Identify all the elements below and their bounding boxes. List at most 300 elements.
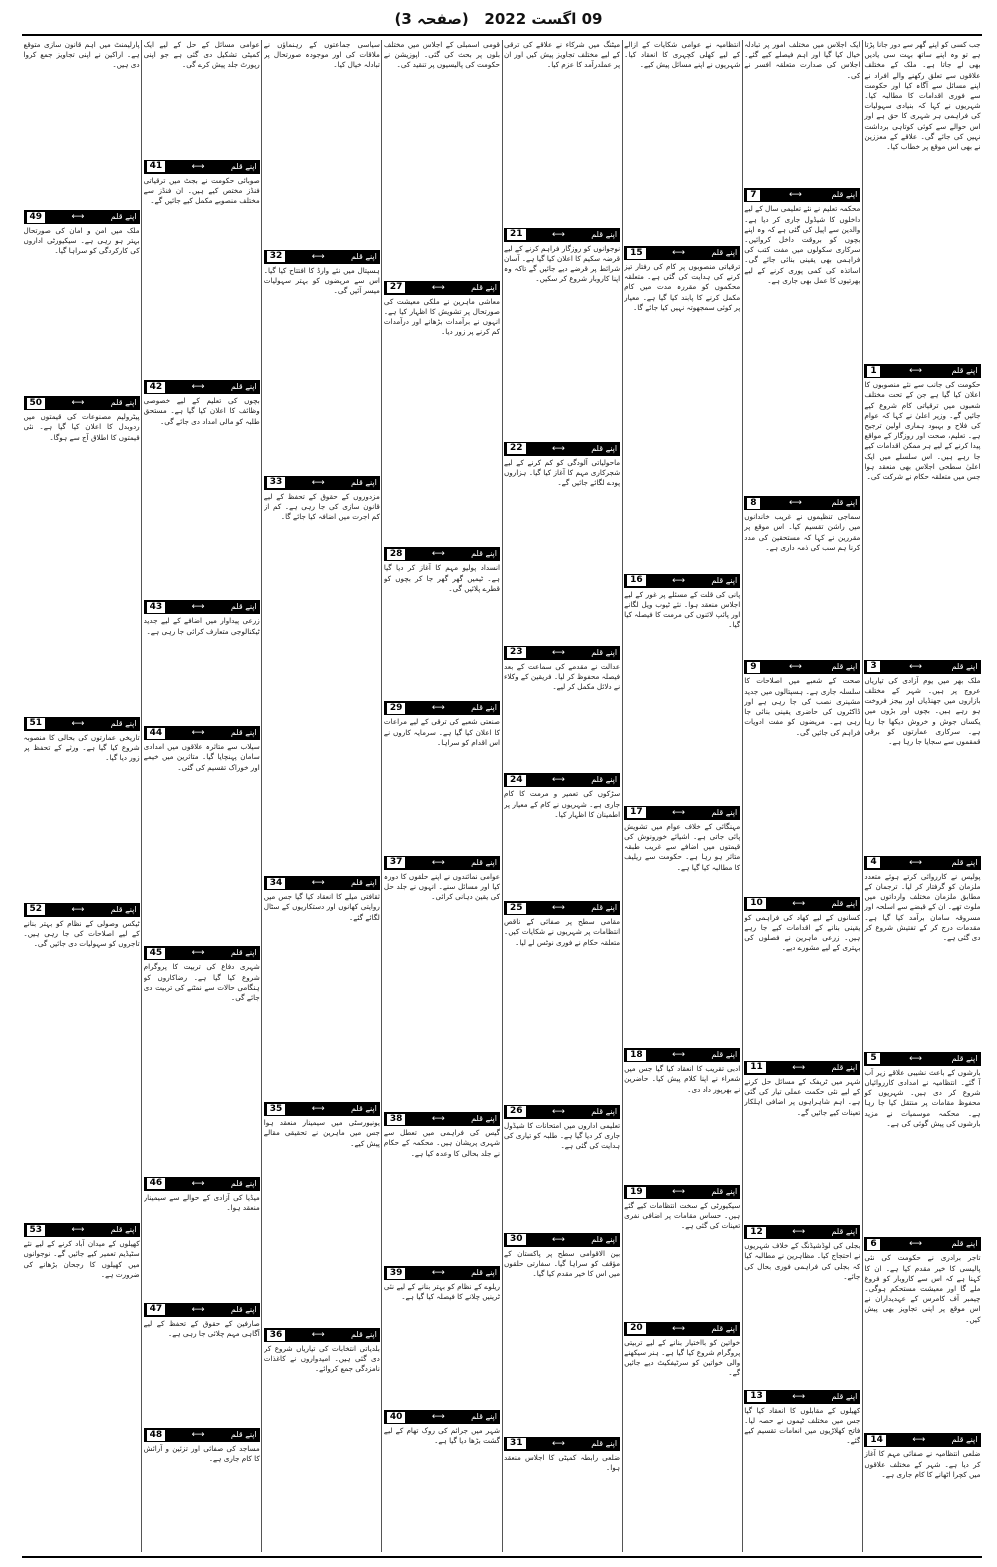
news-item — [504, 899, 620, 1100]
item-header — [144, 600, 260, 614]
double-arrow-icon: ⟷ — [551, 443, 565, 454]
news-item — [504, 40, 620, 223]
item-header-tag: اپنے قلم — [471, 1412, 497, 1422]
item-text: عوامی نمائندوں نے اپنے حلقوں کا دورہ کیا اور مسائل سنے۔ انہوں نے جلد حل کی یقین دہانی کرائی۔ — [383, 871, 500, 901]
double-arrow-icon: ⟷ — [792, 1062, 806, 1073]
double-arrow-icon: ⟷ — [789, 190, 802, 201]
item-header-tag: اپنے قلم — [350, 1104, 377, 1114]
columns-container — [22, 40, 982, 1552]
double-arrow-icon: ⟷ — [431, 549, 445, 560]
item-header-tag: اپنے قلم — [471, 1114, 497, 1124]
item-header-tag: اپنے قلم — [831, 662, 858, 672]
column — [624, 40, 740, 1552]
item-number: 15 — [627, 248, 646, 259]
item-text: خواتین کو بااختیار بنانے کے لیے تربیتی پروگرام شروع کیا گیا ہے۔ ہنر سیکھنے والی خواتین کو سرٹیفکیٹ دیے جائیں گے۔ — [624, 1337, 741, 1378]
news-item — [744, 895, 860, 1056]
item-header — [144, 946, 260, 960]
item-header — [864, 1237, 980, 1251]
item-header — [744, 660, 860, 674]
news-item — [624, 40, 740, 241]
item-header — [504, 1437, 620, 1451]
double-arrow-icon: ⟷ — [789, 498, 802, 509]
item-header-tag: اپنے قلم — [951, 661, 978, 671]
news-item — [864, 1431, 980, 1549]
item-header-tag: اپنے قلم — [831, 898, 858, 908]
item-header-tag: اپنے قلم — [831, 1227, 858, 1237]
news-item — [384, 1408, 500, 1549]
masthead-page-number: (صفحہ 3) — [394, 10, 469, 28]
double-arrow-icon: ⟷ — [672, 807, 685, 818]
item-text: کسانوں کے لیے کھاد کی فراہمی کو یقینی بنانے کے اقدامات کیے جا رہے ہیں۔ زرعی ماہرین نے فصلوں کی بہتری کے لیے مشورے دیے۔ — [744, 912, 861, 953]
item-header — [24, 210, 140, 224]
double-arrow-icon: ⟷ — [311, 878, 325, 889]
double-arrow-icon: ⟷ — [191, 1430, 205, 1441]
item-number: 40 — [387, 1412, 406, 1423]
item-header-tag: اپنے قلم — [951, 1053, 978, 1063]
double-arrow-icon: ⟷ — [789, 662, 802, 673]
item-header — [264, 1328, 380, 1342]
item-header — [864, 856, 980, 870]
news-item — [264, 248, 380, 471]
item-header-tag: اپنے قلم — [350, 251, 377, 261]
item-header-tag: اپنے قلم — [711, 807, 738, 817]
column — [504, 40, 620, 1552]
item-text: مہنگائی کے خلاف عوام میں تشویش پائی جاتی ہے۔ اشیائے خورونوش کی قیمتوں میں اضافے سے غریب طبقہ متاثر ہو رہا ہے۔ حکومت سے ریلیف کا مطالبہ کیا گیا ہے۔ — [624, 821, 741, 872]
news-item — [264, 40, 380, 245]
item-header — [264, 1102, 380, 1116]
item-header-tag: اپنے قلم — [230, 1178, 257, 1188]
double-arrow-icon: ⟷ — [672, 1323, 685, 1334]
item-text: مساجد کی صفائی اور تزئین و آرائش کا کام جاری ہے۔ — [143, 1444, 260, 1464]
item-header — [384, 281, 500, 295]
item-header — [624, 1185, 740, 1199]
item-header-tag: اپنے قلم — [951, 366, 978, 376]
news-item — [864, 854, 980, 1047]
item-number: 5 — [867, 1053, 879, 1064]
news-item — [744, 494, 860, 655]
double-arrow-icon: ⟷ — [431, 282, 445, 293]
masthead — [0, 6, 997, 32]
double-arrow-icon: ⟷ — [551, 903, 565, 914]
item-header-tag: اپنے قلم — [350, 878, 377, 888]
item-header — [504, 1105, 620, 1119]
item-number: 48 — [147, 1430, 166, 1441]
item-text: تعلیمی اداروں میں امتحانات کا شیڈول جاری کر دیا گیا ہے۔ طلبہ کو تیاری کی ہدایت کی گئی ہے۔ — [504, 1120, 621, 1151]
item-text: ایک اجلاس میں مختلف امور پر تبادلہ خیال کیا گیا اور اہم فیصلے کیے گئے۔ اجلاس کی صدارت متعلقہ افسر نے کی۔ — [744, 40, 861, 80]
item-number: 18 — [627, 1050, 646, 1061]
item-text: معاشی ماہرین نے ملکی معیشت کی صورتحال پر تشویش کا اظہار کیا ہے۔ انہوں نے برآمدات بڑھانے اور درآمدات کم کرنے پر زور دیا۔ — [383, 296, 500, 337]
item-text: ادبی تقریب کا انعقاد کیا گیا جس میں شعراء نے اپنا کلام پیش کیا۔ حاضرین نے بھرپور داد دی۔ — [624, 1064, 741, 1094]
news-item — [24, 208, 140, 391]
item-header — [24, 903, 140, 917]
double-arrow-icon: ⟷ — [71, 398, 85, 409]
item-header-tag: اپنے قلم — [951, 1435, 978, 1445]
double-arrow-icon: ⟷ — [191, 602, 205, 613]
item-text: کھیلوں کے مقابلوں کا انعقاد کیا گیا جس میں مختلف ٹیموں نے حصہ لیا۔ فاتح کھلاڑیوں میں انعامات تقسیم کیے گئے۔ — [744, 1405, 861, 1446]
item-header — [864, 1433, 980, 1447]
item-text: سڑکوں کی تعمیر و مرمت کا کام جاری ہے۔ شہریوں نے کام کے معیار پر اطمینان کا اظہار کیا۔ — [504, 789, 621, 819]
item-number: 30 — [507, 1234, 526, 1245]
item-header-tag: اپنے قلم — [350, 477, 377, 487]
item-text: بلدیاتی انتخابات کی تیاریاں شروع کر دی گئی ہیں۔ امیدواروں نے کاغذات نامزدگی جمع کروائے۔ — [263, 1344, 380, 1374]
double-arrow-icon: ⟷ — [909, 366, 923, 377]
item-header — [384, 1112, 500, 1126]
item-header — [264, 476, 380, 490]
column-separator — [622, 40, 623, 1552]
item-number: 6 — [867, 1239, 879, 1250]
item-number: 34 — [267, 878, 286, 889]
item-number: 49 — [27, 212, 46, 223]
item-header — [144, 1303, 260, 1317]
double-arrow-icon: ⟷ — [551, 775, 565, 786]
item-number: 25 — [507, 903, 526, 914]
item-header — [504, 1233, 620, 1247]
news-item — [144, 158, 260, 375]
column — [144, 40, 260, 1552]
item-number: 45 — [147, 948, 166, 959]
item-header — [744, 1225, 860, 1239]
item-text: بین الاقوامی سطح پر پاکستان کے مؤقف کو سراہا گیا۔ سفارتی حلقوں میں اس کا خیر مقدم کیا گیا۔ — [504, 1248, 621, 1279]
item-text: پانی کی قلت کے مسئلے پر غور کے لیے اجلاس منعقد ہوا۔ نئے ٹیوب ویل لگانے اور پائپ لائنوں کی مرمت کا فیصلہ کیا گیا۔ — [624, 589, 741, 630]
item-header — [144, 726, 260, 740]
news-item — [144, 598, 260, 721]
item-number: 14 — [867, 1435, 886, 1446]
item-header — [504, 773, 620, 787]
news-item — [264, 1326, 380, 1549]
item-number: 13 — [747, 1391, 766, 1402]
double-arrow-icon: ⟷ — [792, 898, 806, 909]
item-text: تاریخی عمارتوں کی بحالی کا منصوبہ شروع کیا گیا ہے۔ ورثے کے تحفظ پر زور دیا گیا۔ — [23, 732, 140, 763]
item-header-tag: اپنے قلم — [591, 443, 618, 453]
masthead-date: 09 اگست 2022 — [484, 10, 603, 28]
item-header-tag: اپنے قلم — [230, 1430, 257, 1440]
double-arrow-icon: ⟷ — [431, 1114, 445, 1125]
double-arrow-icon: ⟷ — [71, 904, 85, 915]
item-header — [144, 1428, 260, 1442]
item-number: 17 — [627, 807, 646, 818]
item-text: ملک میں امن و امان کی صورتحال بہتر ہو رہی ہے۔ سیکیورٹی اداروں کی کارکردگی کو سراہا گیا۔ — [23, 226, 140, 256]
item-header-tag: اپنے قلم — [711, 1050, 738, 1060]
item-header-tag: اپنے قلم — [831, 190, 858, 200]
news-item — [24, 394, 140, 712]
news-item — [144, 378, 260, 595]
item-header — [624, 1322, 740, 1336]
double-arrow-icon: ⟷ — [311, 477, 325, 488]
item-text: سماجی تنظیموں نے غریب خاندانوں میں راشن تقسیم کیا۔ اس موقع پر مقررین نے کہا کہ مستحقین کی مدد کرنا ہم سب کی ذمہ داری ہے۔ — [744, 512, 861, 552]
item-header-tag: اپنے قلم — [831, 498, 858, 508]
item-header — [624, 806, 740, 820]
news-item — [624, 244, 740, 569]
news-item — [384, 854, 500, 1108]
news-item — [744, 1059, 860, 1220]
item-header-tag: اپنے قلم — [230, 728, 257, 738]
news-item — [744, 1223, 860, 1384]
item-text: ماحولیاتی آلودگی کو کم کرنے کے لیے شجرکاری مہم کا آغاز کیا گیا۔ ہزاروں پودے لگائے جائیں گے۔ — [504, 457, 621, 488]
item-number: 8 — [747, 498, 759, 509]
news-item — [744, 1388, 860, 1549]
item-header-tag: اپنے قلم — [110, 718, 137, 728]
news-item — [144, 1301, 260, 1424]
item-number: 29 — [387, 703, 406, 714]
item-number: 50 — [27, 398, 46, 409]
news-item — [744, 658, 860, 891]
item-header — [384, 547, 500, 561]
item-header — [744, 1390, 860, 1404]
item-text: سیلاب سے متاثرہ علاقوں میں امدادی سامان پہنچایا گیا۔ متاثرین میں خیمے اور خوراک تقسیم کی گئی۔ — [143, 742, 260, 772]
double-arrow-icon: ⟷ — [672, 1050, 685, 1061]
news-item — [624, 1183, 740, 1317]
double-arrow-icon: ⟷ — [672, 248, 685, 258]
item-number: 38 — [387, 1114, 406, 1125]
double-arrow-icon: ⟷ — [909, 857, 923, 868]
item-text: صحت کے شعبے میں اصلاحات کا سلسلہ جاری ہے۔ ہسپتالوں میں جدید مشینری نصب کی جا رہی ہے اور ڈاکٹروں کی حاضری یقینی بنائی جا رہی ہے۔ مریضوں کو مفت ادویات فراہم کی جائیں گی۔ — [744, 676, 861, 737]
item-text: انتظامیہ نے عوامی شکایات کے ازالے کے لیے کھلی کچہری کا انعقاد کیا۔ شہریوں نے اپنے مسائل پیش کیے۔ — [624, 40, 741, 70]
item-text: شہری دفاع کی تربیت کا پروگرام شروع کیا گیا ہے۔ رضاکاروں کو ہنگامی حالات سے نمٹنے کی تربیت دی جائے گی۔ — [143, 962, 260, 1002]
news-item — [744, 186, 860, 491]
news-item — [144, 40, 260, 155]
column — [864, 40, 980, 1552]
item-header-tag: اپنے قلم — [591, 229, 618, 239]
item-number: 22 — [507, 443, 526, 454]
news-item — [24, 715, 140, 898]
item-number: 44 — [147, 728, 166, 739]
item-text: سیکیورٹی کے سخت انتظامات کیے گئے ہیں۔ حساس مقامات پر اضافی نفری تعینات کی گئی ہے۔ — [624, 1201, 741, 1231]
item-header-tag: اپنے قلم — [711, 1323, 738, 1333]
news-item — [504, 771, 620, 896]
item-header — [24, 396, 140, 410]
item-header — [264, 876, 380, 890]
news-item — [384, 545, 500, 696]
item-text: زرعی پیداوار میں اضافے کے لیے جدید ٹیکنالوجی متعارف کرائی جا رہی ہے۔ — [143, 616, 260, 636]
double-arrow-icon: ⟷ — [191, 728, 205, 739]
item-header-tag: اپنے قلم — [831, 1062, 858, 1072]
column-separator — [381, 40, 382, 1552]
item-header — [24, 717, 140, 731]
double-arrow-icon: ⟷ — [672, 575, 685, 586]
item-header — [744, 188, 860, 202]
item-header-tag: اپنے قلم — [591, 775, 618, 785]
item-header-tag: اپنے قلم — [230, 948, 257, 958]
news-item — [264, 874, 380, 1097]
item-number: 27 — [387, 282, 406, 293]
double-arrow-icon: ⟷ — [191, 948, 205, 959]
news-item — [504, 1435, 620, 1550]
item-text: ضلعی رابطہ کمیٹی کا اجلاس منعقد ہوا۔ — [504, 1452, 621, 1472]
news-item — [144, 944, 260, 1171]
item-text: قومی اسمبلی کے اجلاس میں مختلف بلوں پر بحث کی گئی۔ اپوزیشن نے حکومت کی پالیسیوں پر تنقید کی۔ — [383, 40, 500, 70]
item-header — [24, 1223, 140, 1237]
item-number: 51 — [27, 718, 46, 729]
item-header — [744, 496, 860, 510]
item-text: شہر میں جرائم کی روک تھام کے لیے گشت بڑھا دیا گیا ہے۔ — [383, 1426, 500, 1446]
double-arrow-icon: ⟷ — [311, 1104, 325, 1115]
item-header — [384, 701, 500, 715]
item-number: 43 — [147, 602, 166, 613]
item-text: ریلوے کے نظام کو بہتر بنانے کے لیے نئی ٹرینیں چلانے کا فیصلہ کیا گیا ہے۔ — [383, 1282, 500, 1302]
column-separator — [141, 40, 142, 1552]
news-item — [384, 699, 500, 850]
item-text: سیاسی جماعتوں کے رہنماؤں نے ملاقات کی اور موجودہ صورتحال پر تبادلہ خیال کیا۔ — [263, 40, 380, 70]
item-number: 31 — [507, 1438, 526, 1449]
item-header — [504, 228, 620, 242]
double-arrow-icon: ⟷ — [551, 229, 565, 240]
column — [264, 40, 380, 1552]
news-item — [504, 644, 620, 769]
item-header-tag: اپنے قلم — [591, 1438, 618, 1448]
item-number: 23 — [507, 647, 526, 658]
item-text: ترقیاتی منصوبوں پر کام کی رفتار تیز کرنے کی ہدایت کی گئی ہے۔ متعلقہ محکموں کو مقررہ مدت میں کام مکمل کرنے کا پابند کیا گیا ہے۔ معیار پر کوئی سمجھوتہ نہیں کیا جائے گا۔ — [624, 262, 741, 312]
item-header-tag: اپنے قلم — [350, 1330, 377, 1340]
item-number: 35 — [267, 1104, 286, 1115]
item-header-tag: اپنے قلم — [230, 161, 257, 171]
item-header-tag: اپنے قلم — [711, 1187, 738, 1196]
item-number: 42 — [147, 382, 166, 393]
news-item — [624, 572, 740, 801]
item-text: ملک بھر میں یوم آزادی کی تیاریاں عروج پر ہیں۔ شہر کے مختلف بازاروں میں جھنڈیاں اور بیجز فروخت ہو رہے ہیں۔ بچوں اور بڑوں میں یکساں جوش و خروش دیکھا جا رہا ہے۔ سرکاری عمارتوں کو برقی قمقموں سے سجایا جا رہا ہے۔ — [864, 675, 981, 747]
item-number: 53 — [27, 1225, 46, 1236]
item-header-tag: اپنے قلم — [471, 282, 497, 292]
item-text: پولیس نے کارروائی کرتے ہوئے متعدد ملزمان کو گرفتار کر لیا۔ ترجمان کے مطابق ملزمان مختلف وارداتوں میں ملوث تھے۔ ان کے قبضے سے اسلحہ اور مسروقہ سامان برآمد کیا گیا ہے۔ مقدمات درج کر کے تفتیش شروع کر دی گئی ہے۔ — [864, 871, 981, 942]
item-text: ثقافتی میلے کا انعقاد کیا گیا جس میں روایتی کھانوں اور دستکاریوں کے سٹال لگائے گئے۔ — [263, 892, 380, 922]
item-header-tag: اپنے قلم — [110, 1225, 137, 1235]
news-item — [504, 1231, 620, 1432]
column-separator — [862, 40, 863, 1552]
item-number: 41 — [147, 161, 166, 172]
item-header — [144, 380, 260, 394]
item-text: شہر میں ٹریفک کے مسائل حل کرنے کے لیے نئی حکمت عملی تیار کی گئی ہے۔ اہم شاہراہوں پر اضافی اہلکار تعینات کیے جائیں گے۔ — [744, 1076, 861, 1117]
news-item — [144, 1175, 260, 1298]
item-header-tag: اپنے قلم — [230, 382, 257, 392]
double-arrow-icon: ⟷ — [551, 647, 565, 658]
item-number: 7 — [747, 190, 759, 201]
double-arrow-icon: ⟷ — [912, 1435, 926, 1446]
news-item — [384, 1264, 500, 1405]
item-header — [864, 660, 980, 674]
item-text: تاجر برادری نے حکومت کی نئی پالیسی کا خیر مقدم کیا ہے۔ ان کا کہنا ہے کہ اس سے کاروبار کو فروغ ملے گا اور معیشت مستحکم ہوگی۔ چیمبر آف کامرس کے عہدیداران نے اس موقع پر اپنی تجاویز بھی پیش کیں۔ — [864, 1253, 981, 1324]
double-arrow-icon: ⟷ — [792, 1227, 806, 1238]
item-text: یونیورسٹی میں سیمینار منعقد ہوا جس میں ماہرین نے تحقیقی مقالے پیش کیے۔ — [263, 1118, 380, 1148]
item-text: مزدوروں کے حقوق کے تحفظ کے لیے قانون سازی کی جا رہی ہے۔ کم از کم اجرت میں اضافہ کیا جائے گا۔ — [263, 491, 380, 522]
item-text: حکومت کی جانب سے نئے منصوبوں کا اعلان کیا گیا ہے جن کے تحت مختلف شعبوں میں ترقیاتی کام شروع کیے جائیں گے۔ وزیر اعلیٰ نے کہا کہ عوام کی فلاح و بہبود ہماری اولین ترجیح ہے۔ تعلیم، صحت اور روزگار کے مواقع پیدا کرنے کے لیے ہر ممکن اقدامات کیے جا رہے ہیں۔ اس سلسلے میں ایک اعلیٰ سطحی اجلاس بھی منعقد ہوا جس میں متعلقہ حکام نے شرکت کی۔ — [864, 380, 981, 482]
item-number: 9 — [747, 662, 759, 673]
news-item — [744, 40, 860, 183]
item-header — [504, 901, 620, 915]
item-text: بچوں کی تعلیم کے لیے خصوصی وظائف کا اعلان کیا گیا ہے۔ مستحق طلبہ کو مالی امداد دی جائے گی۔ — [143, 396, 260, 426]
news-item — [144, 1426, 260, 1549]
item-number: 24 — [507, 775, 526, 786]
double-arrow-icon: ⟷ — [909, 1239, 923, 1250]
news-item — [504, 226, 620, 437]
item-number: 16 — [627, 575, 646, 586]
item-text: عدالت نے مقدمے کی سماعت کے بعد فیصلہ محفوظ کر لیا۔ فریقین کے وکلاء نے دلائل مکمل کر لیے۔ — [504, 661, 621, 692]
item-number: 1 — [867, 366, 879, 377]
double-arrow-icon: ⟷ — [431, 1268, 445, 1279]
item-number: 19 — [627, 1187, 646, 1198]
item-header — [144, 1177, 260, 1191]
double-arrow-icon: ⟷ — [551, 1438, 565, 1449]
double-arrow-icon: ⟷ — [71, 1225, 85, 1236]
news-item — [24, 40, 140, 205]
news-item — [624, 1320, 740, 1549]
column-separator — [261, 40, 262, 1552]
item-number: 21 — [507, 229, 526, 240]
news-item — [264, 474, 380, 871]
double-arrow-icon: ⟷ — [672, 1187, 685, 1197]
news-item — [864, 658, 980, 851]
news-item — [144, 724, 260, 941]
column-separator — [742, 40, 743, 1552]
item-number: 3 — [867, 661, 879, 672]
item-header-tag: اپنے قلم — [471, 857, 497, 867]
double-arrow-icon: ⟷ — [191, 382, 205, 393]
item-header — [264, 250, 380, 264]
double-arrow-icon: ⟷ — [431, 857, 445, 868]
double-arrow-icon: ⟷ — [71, 718, 85, 729]
item-number: 36 — [267, 1330, 286, 1341]
item-number: 33 — [267, 477, 286, 488]
item-text: مقامی سطح پر صفائی کے ناقص انتظامات پر شہریوں نے شکایات کیں۔ متعلقہ حکام نے فوری نوٹس لے لیا۔ — [504, 917, 621, 947]
item-text: صارفین کے حقوق کے تحفظ کے لیے آگاہی مہم چلائی جا رہی ہے۔ — [143, 1318, 260, 1338]
item-text: جب کسی کو اپنے گھر سے دور جانا پڑتا ہے تو وہ اپنے ساتھ بہت سی یادیں بھی لے جاتا ہے۔ ملک کے مختلف علاقوں سے تعلق رکھنے والے افراد نے اپنے مسائل سے آگاہ کیا اور حکومت سے فوری اقدامات کا مطالبہ کیا۔ شہریوں نے کہا کہ بنیادی سہولیات کی فراہمی ہر شہری کا حق ہے اور اس حوالے سے کوئی کوتاہی برداشت نہیں کی جائے گی۔ علاقے کے معززین نے بھی اس موقع پر خطاب کیا۔ — [864, 40, 981, 152]
item-number: 10 — [747, 898, 766, 909]
item-text: میڈیا کی آزادی کے حوالے سے سیمینار منعقد ہوا۔ — [143, 1192, 260, 1213]
news-item — [864, 1050, 980, 1233]
item-text: ضلعی انتظامیہ نے صفائی مہم کا آغاز کر دیا ہے۔ شہر کے مختلف علاقوں میں کچرا اٹھانے کا کام جاری ہے۔ — [864, 1449, 981, 1479]
news-item — [384, 279, 500, 543]
item-header-tag: اپنے قلم — [110, 398, 137, 408]
item-header-tag: اپنے قلم — [591, 1234, 618, 1244]
double-arrow-icon: ⟷ — [191, 161, 205, 172]
item-header-tag: اپنے قلم — [711, 575, 738, 585]
item-number: 39 — [387, 1268, 406, 1279]
column-separator — [502, 40, 503, 1552]
item-header — [504, 646, 620, 660]
double-arrow-icon: ⟷ — [191, 1178, 205, 1189]
double-arrow-icon: ⟷ — [909, 1053, 923, 1064]
item-number: 12 — [747, 1227, 766, 1238]
news-item — [264, 1100, 380, 1323]
item-text: محکمہ تعلیم نے نئے تعلیمی سال کے لیے داخلوں کا شیڈول جاری کر دیا ہے۔ والدین سے اپیل کی گئی ہے کہ وہ اپنے بچوں کو بروقت داخل کروائیں۔ سرکاری سکولوں میں مفت کتب کی فراہمی بھی یقینی بنائی جائے گی۔ اساتذہ کی کمی پوری کرنے کے لیے بھرتیوں کا عمل بھی جاری ہے۔ — [744, 204, 861, 285]
item-text: میٹنگ میں شرکاء نے علاقے کی ترقی کے لیے مختلف تجاویز پیش کیں اور ان پر عملدرآمد کا عزم کیا۔ — [504, 40, 621, 70]
item-header-tag: اپنے قلم — [471, 1268, 497, 1278]
item-number: 37 — [387, 857, 406, 868]
item-number: 28 — [387, 549, 406, 560]
item-text: گیس کی فراہمی میں تعطل سے شہری پریشان ہیں۔ محکمہ کے حکام نے جلد بحالی کا وعدہ کیا ہے۔ — [383, 1128, 500, 1158]
news-item — [24, 901, 140, 1219]
double-arrow-icon: ⟷ — [551, 1106, 565, 1117]
item-header — [624, 246, 740, 260]
double-arrow-icon: ⟷ — [191, 1304, 205, 1315]
bottom-rule — [22, 1556, 982, 1558]
news-item — [504, 440, 620, 641]
item-number: 20 — [627, 1323, 646, 1334]
item-text: صنعتی شعبے کی ترقی کے لیے مراعات کا اعلان کیا گیا ہے۔ سرمایہ کاروں نے اس اقدام کو سراہا۔ — [383, 717, 500, 747]
item-header-tag: اپنے قلم — [591, 903, 618, 913]
news-item — [864, 362, 980, 655]
item-number: 11 — [747, 1062, 766, 1073]
item-text: بارشوں کے باعث نشیبی علاقے زیر آب آ گئے۔ انتظامیہ نے امدادی کارروائیاں شروع کر دی ہیں۔ شہریوں کو محفوظ مقامات پر منتقل کیا جا رہا ہے۔ محکمہ موسمیات نے مزید بارشوں کی پیش گوئی کی ہے۔ — [864, 1067, 981, 1128]
item-text: عوامی مسائل کے حل کے لیے ایک کمیٹی تشکیل دی گئی ہے جو اپنی رپورٹ جلد پیش کرے گی۔ — [143, 40, 260, 70]
item-number: 52 — [27, 904, 46, 915]
item-header-tag: اپنے قلم — [110, 904, 137, 914]
double-arrow-icon: ⟷ — [551, 1234, 565, 1245]
item-header-tag: اپنے قلم — [711, 248, 738, 257]
item-header — [384, 1266, 500, 1280]
item-header-tag: اپنے قلم — [831, 1391, 858, 1401]
news-item — [624, 1046, 740, 1180]
news-item — [864, 1235, 980, 1428]
double-arrow-icon: ⟷ — [311, 1330, 325, 1341]
